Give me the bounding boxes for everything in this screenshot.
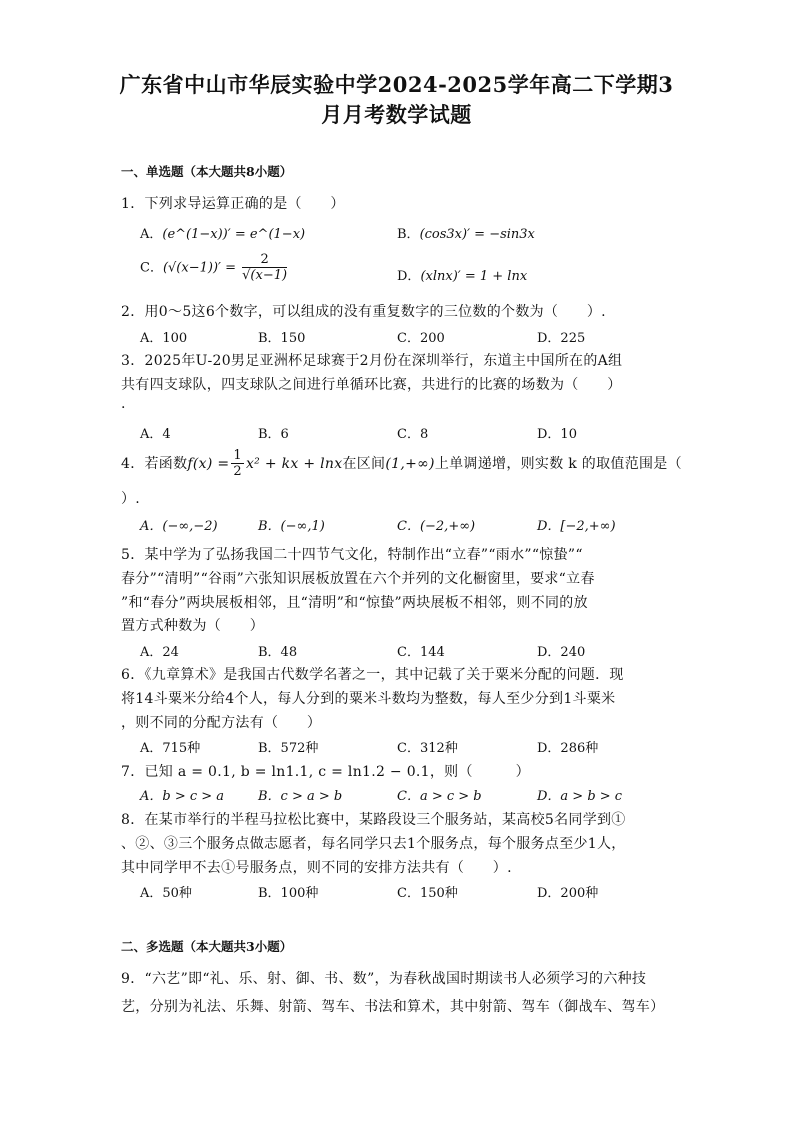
question-8-option-b: B．100种 — [258, 886, 319, 901]
question-1-stem: 1．下列求导运算正确的是（ ） — [121, 196, 345, 212]
question-9-line1: 9．“六艺”即“礼、乐、射、御、书、数”，为春秋战国时期读书人必须学习的六种技 — [121, 971, 647, 987]
question-4-line1 — [121, 448, 682, 480]
fraction — [242, 252, 287, 284]
fraction-numerator: 1 — [233, 448, 242, 463]
question-6-option-a: A．715种 — [140, 741, 201, 756]
question-4-func-left: f(x) = — [187, 456, 230, 472]
page-title-line2: 月月考数学试题 — [321, 102, 472, 127]
question-4-option-d: D．[−2,+∞) — [537, 519, 616, 534]
question-5-option-c: C．144 — [397, 645, 445, 660]
question-4-suffix: 上单调递增，则实数 k 的取值范围是（ — [434, 456, 682, 472]
question-2-stem: 2．用0～5这6个数字，可以组成的没有重复数字的三位数的个数为（ ）. — [121, 304, 606, 320]
question-6-line2: 将14斗粟米分给4个人，每人分到的粟米斗数均为整数，每人至少分到1斗粟米 — [121, 691, 616, 707]
question-4-prefix: 4．若函数 — [121, 456, 188, 472]
option-math: (xlnx)′ = 1 + lnx — [420, 269, 528, 284]
question-3-option-a: A．4 — [140, 427, 171, 442]
question-5-line1: 5．某中学为了弘扬我国二十四节气文化，特制作出“立春”“雨水”“惊蛰”“ — [121, 547, 583, 563]
question-5-option-a: A．24 — [140, 645, 179, 660]
fraction-denominator: 2 — [233, 464, 242, 479]
question-1-option-c — [140, 252, 289, 284]
question-8-line3: 其中同学甲不去①号服务点，则不同的安排方法共有（ ）. — [121, 860, 512, 876]
question-2-option-d: D．225 — [537, 331, 586, 346]
question-2-option-a: A．100 — [140, 331, 188, 346]
option-label: C． — [140, 260, 163, 276]
question-2-option-c: C．200 — [397, 331, 445, 346]
question-3-option-b: B．6 — [258, 427, 289, 442]
section-heading-single: 一、单选题（本大题共8小题） — [121, 164, 293, 179]
question-6-line1: 6．《九章算术》是我国古代数学名著之一，其中记载了关于粟米分配的问题．现 — [121, 667, 624, 683]
question-4-option-b: B．(−∞,1) — [258, 519, 325, 534]
question-7-stem: 7．已知 a = 0.1, b = ln1.1, c = ln1.2 − 0.1，则（ ） — [121, 764, 530, 780]
question-4-func-right: x² + kx + lnx — [245, 456, 343, 472]
question-3-line2: 共有四支球队，四支球队之间进行单循环比赛，共进行的比赛的场数为（ ） — [121, 377, 622, 393]
question-7-option-d: D．a > b > c — [537, 789, 623, 804]
question-6-line3: ，则不同的分配方法有（ ） — [121, 715, 322, 731]
question-8-line1: 8．在某市举行的半程马拉松比赛中，某路段设三个服务站，某高校5名同学到① — [121, 812, 626, 828]
option-math: (√(x−1))′ = — [162, 260, 236, 276]
question-8-option-a: A．50种 — [140, 886, 192, 901]
question-4-option-a: A．(−∞,−2) — [140, 519, 218, 534]
fraction — [231, 448, 244, 480]
option-label: A． — [140, 227, 163, 242]
question-7-option-b: B．c > a > b — [258, 789, 343, 804]
question-5-option-d: D．240 — [537, 645, 586, 660]
page-title-line1: 广东省中山市华辰实验中学2024-2025学年高二下学期3 — [119, 72, 674, 97]
section-heading-multi: 二、多选题（本大题共3小题） — [121, 939, 293, 954]
option-label: D． — [397, 269, 421, 284]
question-6-option-d: D．286种 — [537, 741, 599, 756]
question-3-option-c: C．8 — [397, 427, 429, 442]
option-label: B． — [397, 227, 420, 242]
question-5-line4: 置方式种数为（ ） — [121, 618, 264, 634]
question-5-option-b: B．48 — [258, 645, 298, 660]
question-3-line3: . — [121, 396, 126, 412]
question-5-line3: ”和“春分”两块展板相邻，且“清明”和“惊蛰”两块展板不相邻，则不同的放 — [121, 595, 588, 611]
question-7-option-c: C．a > c > b — [397, 789, 482, 804]
fraction-denominator: √(x−1) — [242, 268, 288, 283]
question-1-option-a — [140, 223, 305, 242]
question-7-option-a: A．b > c > a — [140, 789, 225, 804]
question-4-line2: ）. — [121, 491, 141, 507]
question-2-option-b: B．150 — [258, 331, 306, 346]
question-8-option-d: D．200种 — [537, 886, 599, 901]
question-1-option-b — [397, 223, 535, 242]
question-3-option-d: D．10 — [537, 427, 577, 442]
question-1-option-d — [397, 265, 527, 284]
question-8-option-c: C．150种 — [397, 886, 458, 901]
question-4-mid: 在区间 — [342, 456, 386, 472]
option-math: (cos3x)′ = −sin3x — [419, 227, 535, 242]
question-9-line2: 艺，分别为礼法、乐舞、射箭、驾车、书法和算术，其中射箭、驾车（御战车、驾车） — [121, 999, 665, 1015]
question-4-interval: (1,+∞) — [385, 456, 435, 472]
question-4-option-c: C．(−2,+∞) — [397, 519, 476, 534]
question-8-line2: 、②、③三个服务点做志愿者，每名同学只去1个服务点，每个服务点至少1人， — [121, 836, 626, 852]
question-3-line1: 3．2025年U-20男足亚洲杯足球赛于2月份在深圳举行，东道主中国所在的A组 — [121, 353, 623, 369]
question-6-option-b: B．572种 — [258, 741, 319, 756]
question-5-line2: 春分”“清明”“谷雨”六张知识展板放置在六个并列的文化橱窗里，要求“立春 — [121, 571, 595, 587]
option-math: (e^(1−x))′ = e^(1−x) — [162, 227, 306, 242]
fraction-numerator: 2 — [242, 252, 287, 268]
question-6-option-c: C．312种 — [397, 741, 458, 756]
